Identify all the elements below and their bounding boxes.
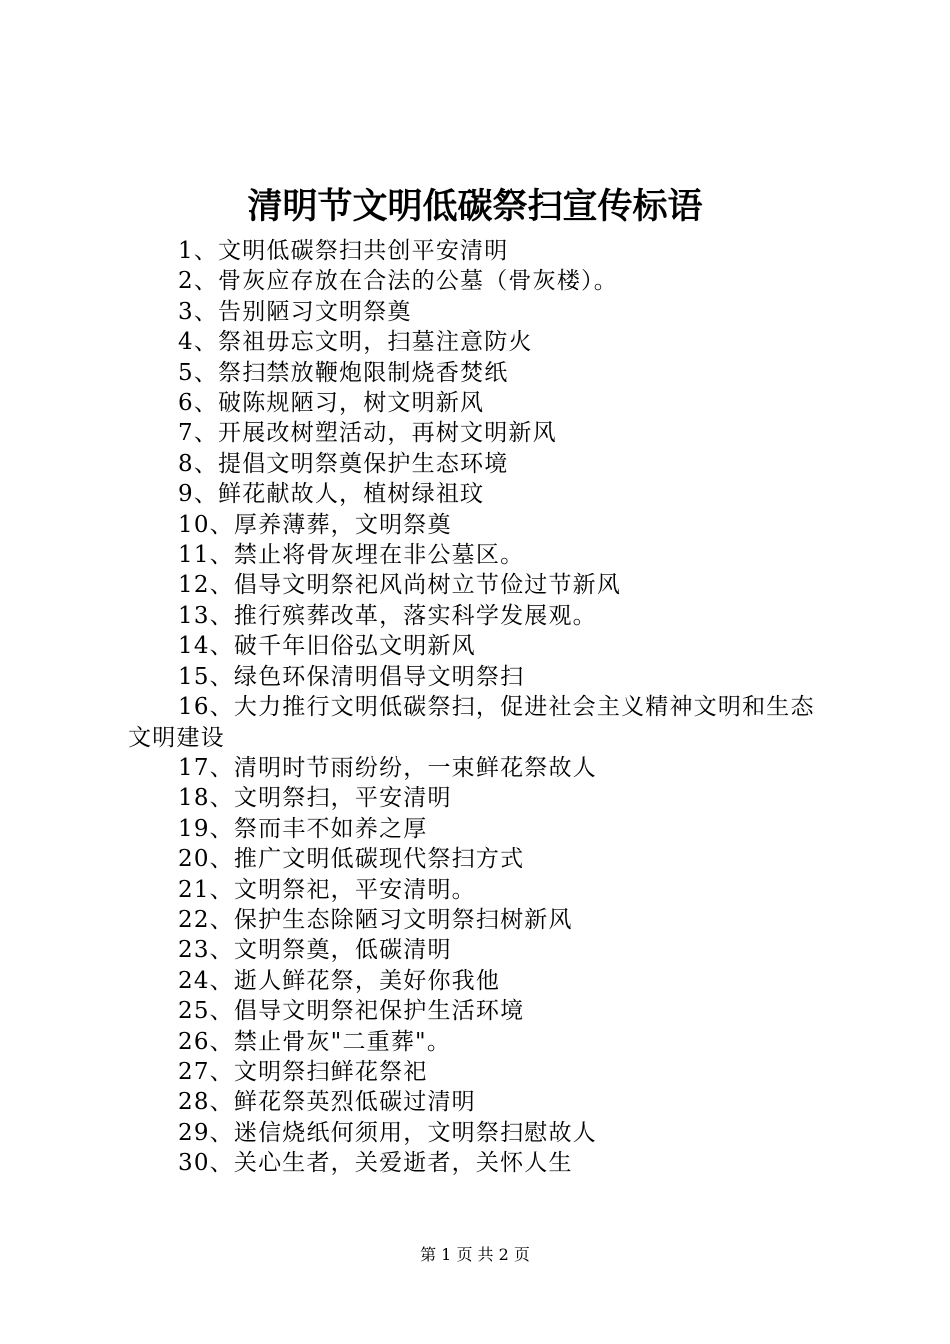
list-item: 30、关心生者，关爱逝者，关怀人生 bbox=[178, 1150, 573, 1177]
list-item: 9、鲜花献故人，植树绿祖玟 bbox=[178, 481, 485, 508]
list-item: 24、逝人鲜花祭，美好你我他 bbox=[178, 967, 501, 994]
slogan-list bbox=[128, 236, 838, 1179]
list-item: 7、开展改树塑活动，再树文明新风 bbox=[178, 420, 557, 447]
list-item: 6、破陈规陋习，树文明新风 bbox=[178, 390, 485, 417]
list-item: 22、保护生态除陋习文明祭扫树新风 bbox=[178, 906, 573, 933]
list-item: 12、倡导文明祭祀风尚树立节俭过节新风 bbox=[178, 572, 622, 599]
list-item: 3、告别陋习文明祭奠 bbox=[178, 298, 412, 325]
list-item: 16、大力推行文明低碳祭扫，促进社会主义精神文明和生态文明建设 bbox=[128, 694, 815, 751]
list-item: 19、祭而丰不如养之厚 bbox=[178, 815, 428, 842]
list-item: 15、绿色环保清明倡导文明祭扫 bbox=[178, 663, 525, 690]
list-item: 21、文明祭祀，平安清明。 bbox=[178, 876, 476, 903]
list-item: 26、禁止骨灰"二重葬"。 bbox=[178, 1028, 452, 1055]
list-item: 27、文明祭扫鲜花祭祀 bbox=[178, 1058, 428, 1085]
list-item: 18、文明祭扫，平安清明 bbox=[178, 785, 452, 812]
list-item: 13、推行殡葬改革，落实科学发展观。 bbox=[178, 602, 597, 629]
page-footer: 第 1 页 共 2 页 bbox=[420, 1245, 530, 1264]
list-item: 20、推广文明低碳现代祭扫方式 bbox=[178, 846, 525, 873]
list-item: 23、文明祭奠，低碳清明 bbox=[178, 937, 452, 964]
list-item: 29、迷信烧纸何须用，文明祭扫慰故人 bbox=[178, 1119, 597, 1146]
list-item: 1、文明低碳祭扫共创平安清明 bbox=[178, 238, 509, 264]
list-item: 11、禁止将骨灰埋在非公墓区。 bbox=[178, 542, 525, 569]
list-item: 8、提倡文明祭奠保护生态环境 bbox=[178, 450, 509, 477]
list-item: 17、清明时节雨纷纷，一束鲜花祭故人 bbox=[178, 754, 597, 781]
document-title: 清明节文明低碳祭扫宣传标语 bbox=[247, 187, 703, 227]
list-item: 25、倡导文明祭祀保护生活环境 bbox=[178, 998, 525, 1025]
list-item: 4、祭祖毋忘文明，扫墓注意防火 bbox=[178, 329, 533, 356]
list-item: 2、骨灰应存放在合法的公墓（骨灰楼）。 bbox=[178, 268, 618, 295]
list-item: 10、厚养薄葬，文明祭奠 bbox=[178, 511, 452, 538]
list-item: 5、祭扫禁放鞭炮限制烧香焚纸 bbox=[178, 359, 509, 386]
list-item: 14、破千年旧俗弘文明新风 bbox=[178, 633, 476, 660]
list-item: 28、鲜花祭英烈低碳过清明 bbox=[178, 1089, 476, 1116]
